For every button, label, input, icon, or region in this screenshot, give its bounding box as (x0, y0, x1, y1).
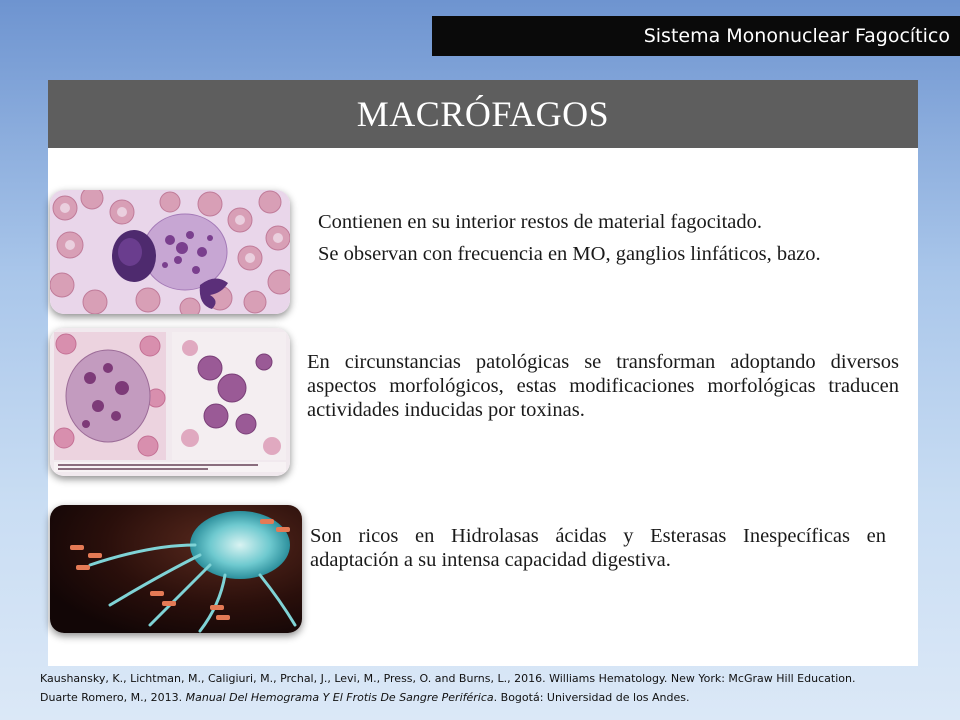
slide-title-band (48, 80, 918, 148)
reference-2 (40, 688, 940, 707)
macrophage-atlas-image (50, 328, 290, 476)
section-tag-label: Sistema Mononuclear Fagocítico (643, 25, 950, 47)
feature-text-1 (318, 210, 903, 274)
feature-text-2: En circunstancias patológicas se transforman adoptando diversos aspectos morfológicos, estas modificaciones morfológicas traducen actividades inducidas por toxinas. (307, 351, 899, 421)
feature-text-3: Son ricos en Hidrolasas ácidas y Esterasas Inespecíficas en adaptación a su intensa capacidad digestiva. (310, 525, 886, 571)
reference-2-authors: Duarte Romero, M., 2013. (40, 691, 186, 704)
macrophage-smear-image (50, 190, 290, 314)
reference-2-title: Manual Del Hemograma Y El Frotis De Sangre Periférica (185, 691, 494, 704)
references (40, 669, 940, 707)
reference-1: Kaushansky, K., Lichtman, M., Caligiuri, M., Prchal, J., Levi, M., Press, O. and Burns, L., 2016. Williams Hematology. New York: McGraw Hill Education. (40, 672, 856, 685)
slide-title: MACRÓFAGOS (356, 94, 610, 134)
section-tag (432, 16, 960, 56)
feature-line-contents: Contienen en su interior restos de material fagocitado. (318, 211, 763, 233)
macrophage-phagocytosis-image (50, 505, 302, 633)
reference-2-publisher: . Bogotá: Universidad de los Andes. (493, 691, 690, 704)
content-panel (48, 80, 918, 666)
feature-line-location: Se observan con frecuencia en MO, ganglios linfáticos, bazo. (318, 243, 821, 265)
